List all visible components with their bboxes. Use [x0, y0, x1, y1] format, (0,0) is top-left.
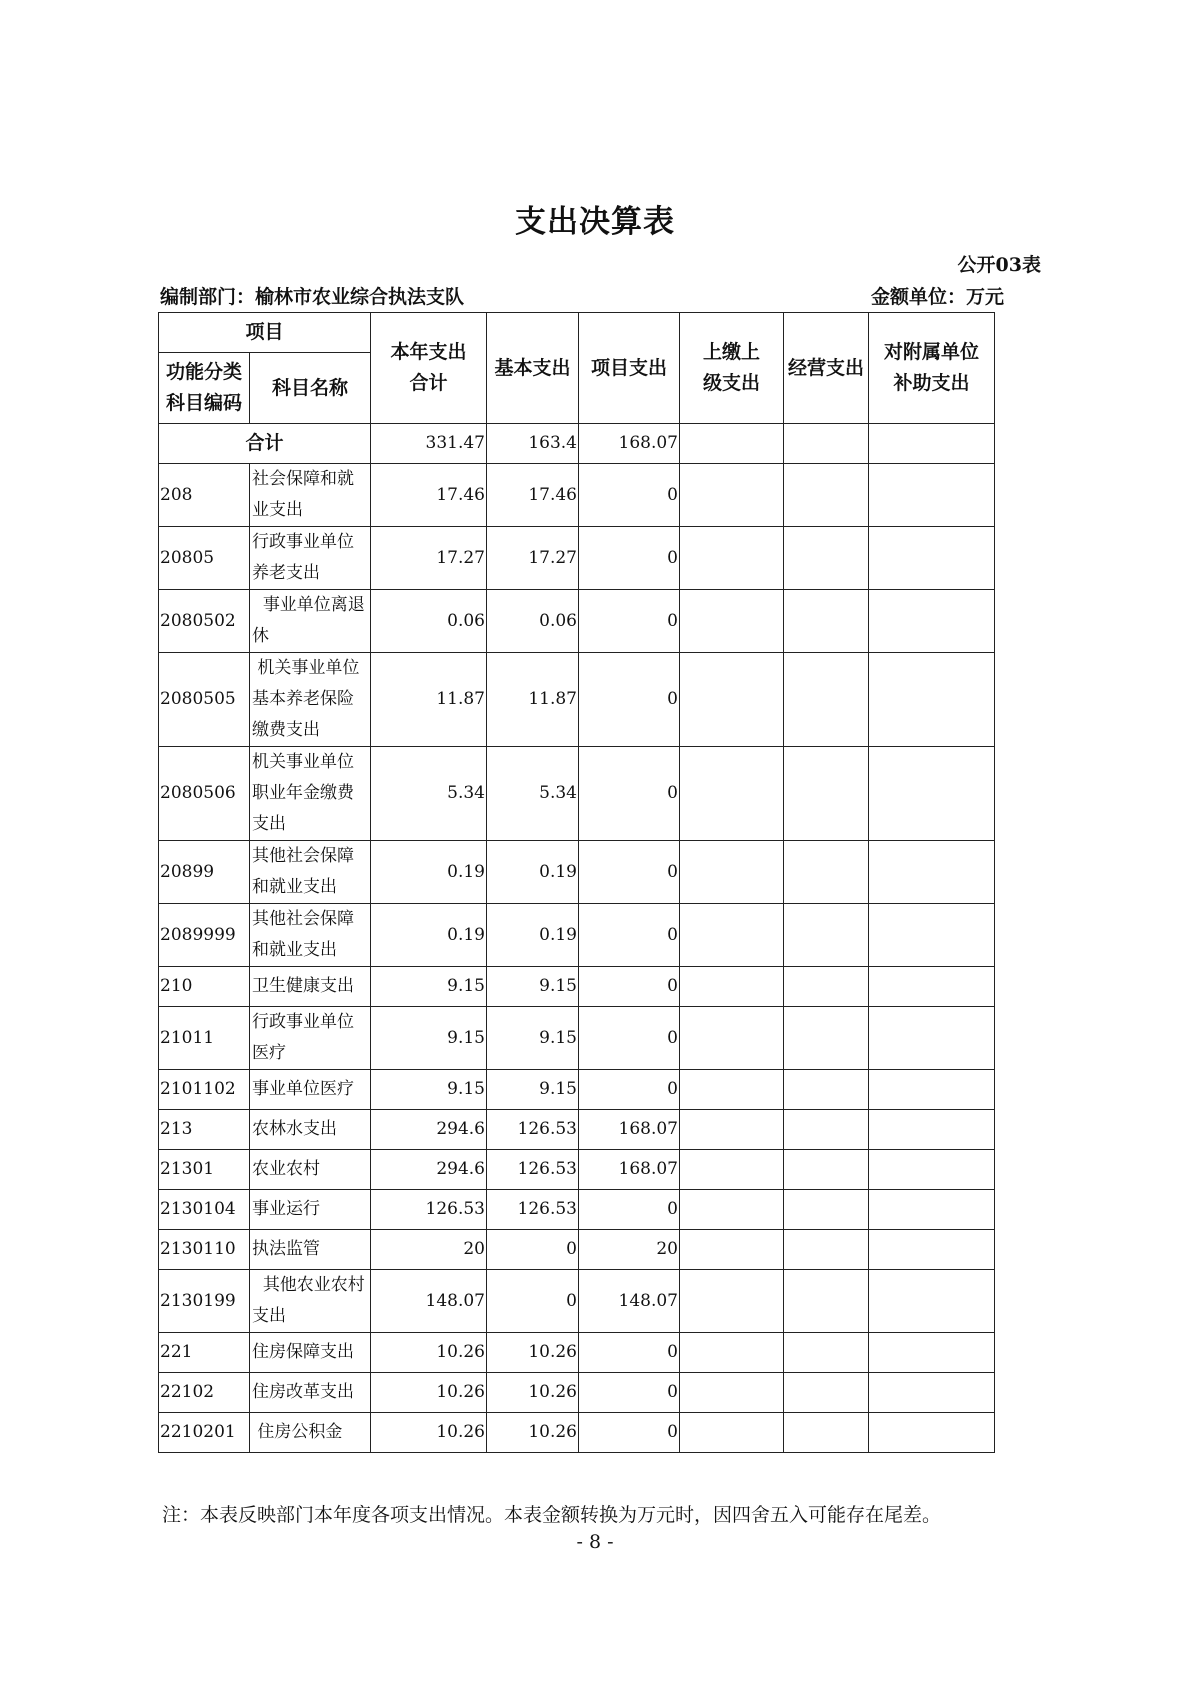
cell-code: 21011 [159, 1007, 250, 1070]
department-label: 编制部门：榆林市农业综合执法支队 [160, 286, 465, 308]
cell-operating [784, 904, 869, 967]
cell-subsidy [869, 1230, 995, 1270]
total-row [159, 424, 995, 464]
cell-operating [784, 1230, 869, 1270]
cell-total: 294.6 [371, 1150, 487, 1190]
table-row [159, 967, 995, 1007]
cell-name: 事业单位离退休 [250, 590, 371, 653]
cell-remit [680, 1150, 784, 1190]
cell-basic: 0.19 [487, 841, 579, 904]
cell-basic: 126.53 [487, 1150, 579, 1190]
header-func-code: 功能分类 科目编码 [159, 353, 250, 424]
form-number: 公开03表 [957, 254, 1041, 276]
cell-subsidy [869, 1110, 995, 1150]
cell-subsidy [869, 1270, 995, 1333]
cell-remit [680, 1230, 784, 1270]
cell-total: 10.26 [371, 1333, 487, 1373]
cell-remit [680, 967, 784, 1007]
cell-operating [784, 653, 869, 747]
cell-remit [680, 1333, 784, 1373]
cell-subsidy [869, 967, 995, 1007]
cell-total: 148.07 [371, 1270, 487, 1333]
total-project: 168.07 [579, 424, 680, 464]
cell-total: 9.15 [371, 1007, 487, 1070]
table-row [159, 1110, 995, 1150]
total-subsidy [869, 424, 995, 464]
cell-name: 机关事业单位基本养老保险缴费支出 [250, 653, 371, 747]
cell-remit [680, 527, 784, 590]
cell-operating [784, 590, 869, 653]
cell-remit [680, 1190, 784, 1230]
cell-subsidy [869, 1070, 995, 1110]
table-row [159, 1373, 995, 1413]
cell-project: 20 [579, 1230, 680, 1270]
cell-subsidy [869, 1413, 995, 1453]
header-subsidy: 对附属单位 补助支出 [869, 313, 995, 424]
header-project: 项目支出 [579, 313, 680, 424]
cell-total: 9.15 [371, 1070, 487, 1110]
cell-operating [784, 1007, 869, 1070]
cell-name: 住房公积金 [250, 1413, 371, 1453]
cell-basic: 5.34 [487, 747, 579, 841]
cell-remit [680, 1110, 784, 1150]
cell-name: 行政事业单位医疗 [250, 1007, 371, 1070]
cell-code: 221 [159, 1333, 250, 1373]
page-title: 支出决算表 [515, 204, 675, 240]
cell-basic: 126.53 [487, 1190, 579, 1230]
cell-basic: 0.06 [487, 590, 579, 653]
table-note: 注：本表反映部门本年度各项支出情况。本表金额转换为万元时，因四舍五入可能存在尾差。 [162, 1504, 942, 1526]
cell-code: 21301 [159, 1150, 250, 1190]
cell-remit [680, 904, 784, 967]
page-number: - 8 - [576, 1531, 614, 1553]
cell-remit [680, 841, 784, 904]
cell-project: 168.07 [579, 1150, 680, 1190]
cell-subsidy [869, 653, 995, 747]
table-row [159, 1190, 995, 1230]
cell-code: 210 [159, 967, 250, 1007]
cell-basic: 0.19 [487, 904, 579, 967]
cell-code: 2080502 [159, 590, 250, 653]
cell-operating [784, 1190, 869, 1230]
cell-subsidy [869, 904, 995, 967]
table-row [159, 1270, 995, 1333]
cell-name: 农林水支出 [250, 1110, 371, 1150]
cell-total: 0.19 [371, 904, 487, 967]
cell-total: 5.34 [371, 747, 487, 841]
table-row [159, 464, 995, 527]
total-remit [680, 424, 784, 464]
cell-project: 0 [579, 1333, 680, 1373]
cell-project: 0 [579, 527, 680, 590]
cell-operating [784, 1070, 869, 1110]
cell-code: 22102 [159, 1373, 250, 1413]
expenditure-table [158, 312, 995, 1453]
cell-subsidy [869, 590, 995, 653]
table-row [159, 1230, 995, 1270]
table-row [159, 747, 995, 841]
cell-operating [784, 1333, 869, 1373]
cell-subsidy [869, 1373, 995, 1413]
cell-total: 11.87 [371, 653, 487, 747]
cell-basic: 17.46 [487, 464, 579, 527]
cell-basic: 11.87 [487, 653, 579, 747]
cell-basic: 10.26 [487, 1373, 579, 1413]
header-item: 项目 [159, 313, 371, 353]
cell-name: 行政事业单位养老支出 [250, 527, 371, 590]
cell-remit [680, 1270, 784, 1333]
cell-name: 执法监管 [250, 1230, 371, 1270]
header-operating: 经营支出 [784, 313, 869, 424]
cell-project: 168.07 [579, 1110, 680, 1150]
cell-total: 10.26 [371, 1413, 487, 1453]
cell-project: 0 [579, 590, 680, 653]
cell-total: 294.6 [371, 1110, 487, 1150]
cell-subsidy [869, 747, 995, 841]
cell-name: 事业运行 [250, 1190, 371, 1230]
cell-operating [784, 1110, 869, 1150]
cell-project: 0 [579, 904, 680, 967]
cell-code: 20805 [159, 527, 250, 590]
cell-remit [680, 1413, 784, 1453]
table-row [159, 1333, 995, 1373]
cell-project: 148.07 [579, 1270, 680, 1333]
header-remit: 上缴上 级支出 [680, 313, 784, 424]
cell-name: 住房改革支出 [250, 1373, 371, 1413]
table-row [159, 1413, 995, 1453]
cell-basic: 9.15 [487, 1070, 579, 1110]
header-total: 本年支出 合计 [371, 313, 487, 424]
cell-code: 2080506 [159, 747, 250, 841]
table-row [159, 904, 995, 967]
table-row [159, 1007, 995, 1070]
cell-operating [784, 747, 869, 841]
cell-project: 0 [579, 1007, 680, 1070]
cell-remit [680, 747, 784, 841]
unit-label: 金额单位：万元 [870, 286, 1004, 308]
cell-total: 17.46 [371, 464, 487, 527]
cell-operating [784, 464, 869, 527]
cell-basic: 0 [487, 1270, 579, 1333]
cell-basic: 10.26 [487, 1333, 579, 1373]
total-basic: 163.4 [487, 424, 579, 464]
cell-project: 0 [579, 464, 680, 527]
cell-basic: 9.15 [487, 1007, 579, 1070]
cell-code: 213 [159, 1110, 250, 1150]
cell-name: 卫生健康支出 [250, 967, 371, 1007]
cell-project: 0 [579, 1190, 680, 1230]
table-row [159, 653, 995, 747]
table-row [159, 1070, 995, 1110]
cell-operating [784, 1413, 869, 1453]
cell-total: 20 [371, 1230, 487, 1270]
cell-name: 社会保障和就业支出 [250, 464, 371, 527]
header-subject-name: 科目名称 [250, 353, 371, 424]
cell-basic: 17.27 [487, 527, 579, 590]
cell-subsidy [869, 841, 995, 904]
cell-name: 其他社会保障和就业支出 [250, 841, 371, 904]
cell-basic: 0 [487, 1230, 579, 1270]
cell-name: 住房保障支出 [250, 1333, 371, 1373]
cell-code: 2130104 [159, 1190, 250, 1230]
cell-code: 2101102 [159, 1070, 250, 1110]
total-total: 331.47 [371, 424, 487, 464]
cell-subsidy [869, 1190, 995, 1230]
cell-total: 9.15 [371, 967, 487, 1007]
table-row [159, 590, 995, 653]
cell-project: 0 [579, 653, 680, 747]
cell-subsidy [869, 464, 995, 527]
table-row [159, 527, 995, 590]
cell-code: 2210201 [159, 1413, 250, 1453]
cell-total: 0.19 [371, 841, 487, 904]
cell-code: 2089999 [159, 904, 250, 967]
cell-remit [680, 653, 784, 747]
cell-name: 其他社会保障和就业支出 [250, 904, 371, 967]
cell-remit [680, 1373, 784, 1413]
cell-basic: 10.26 [487, 1413, 579, 1453]
cell-subsidy [869, 527, 995, 590]
cell-operating [784, 1373, 869, 1413]
cell-subsidy [869, 1150, 995, 1190]
cell-code: 208 [159, 464, 250, 527]
table-row [159, 841, 995, 904]
cell-name: 事业单位医疗 [250, 1070, 371, 1110]
cell-subsidy [869, 1333, 995, 1373]
cell-project: 0 [579, 967, 680, 1007]
cell-total: 0.06 [371, 590, 487, 653]
cell-project: 0 [579, 1373, 680, 1413]
cell-operating [784, 967, 869, 1007]
cell-total: 17.27 [371, 527, 487, 590]
cell-project: 0 [579, 1413, 680, 1453]
cell-code: 20899 [159, 841, 250, 904]
cell-operating [784, 1150, 869, 1190]
cell-total: 126.53 [371, 1190, 487, 1230]
total-label: 合计 [159, 424, 371, 464]
cell-subsidy [869, 1007, 995, 1070]
cell-remit [680, 464, 784, 527]
cell-basic: 9.15 [487, 967, 579, 1007]
cell-basic: 126.53 [487, 1110, 579, 1150]
cell-remit [680, 1070, 784, 1110]
cell-code: 2130110 [159, 1230, 250, 1270]
cell-name: 其他农业农村支出 [250, 1270, 371, 1333]
header-basic: 基本支出 [487, 313, 579, 424]
cell-project: 0 [579, 1070, 680, 1110]
cell-project: 0 [579, 747, 680, 841]
cell-name: 机关事业单位职业年金缴费支出 [250, 747, 371, 841]
cell-name: 农业农村 [250, 1150, 371, 1190]
cell-operating [784, 527, 869, 590]
cell-code: 2130199 [159, 1270, 250, 1333]
cell-total: 10.26 [371, 1373, 487, 1413]
table-row [159, 1150, 995, 1190]
cell-remit [680, 590, 784, 653]
cell-remit [680, 1007, 784, 1070]
total-operating [784, 424, 869, 464]
cell-operating [784, 1270, 869, 1333]
cell-project: 0 [579, 841, 680, 904]
cell-code: 2080505 [159, 653, 250, 747]
cell-operating [784, 841, 869, 904]
